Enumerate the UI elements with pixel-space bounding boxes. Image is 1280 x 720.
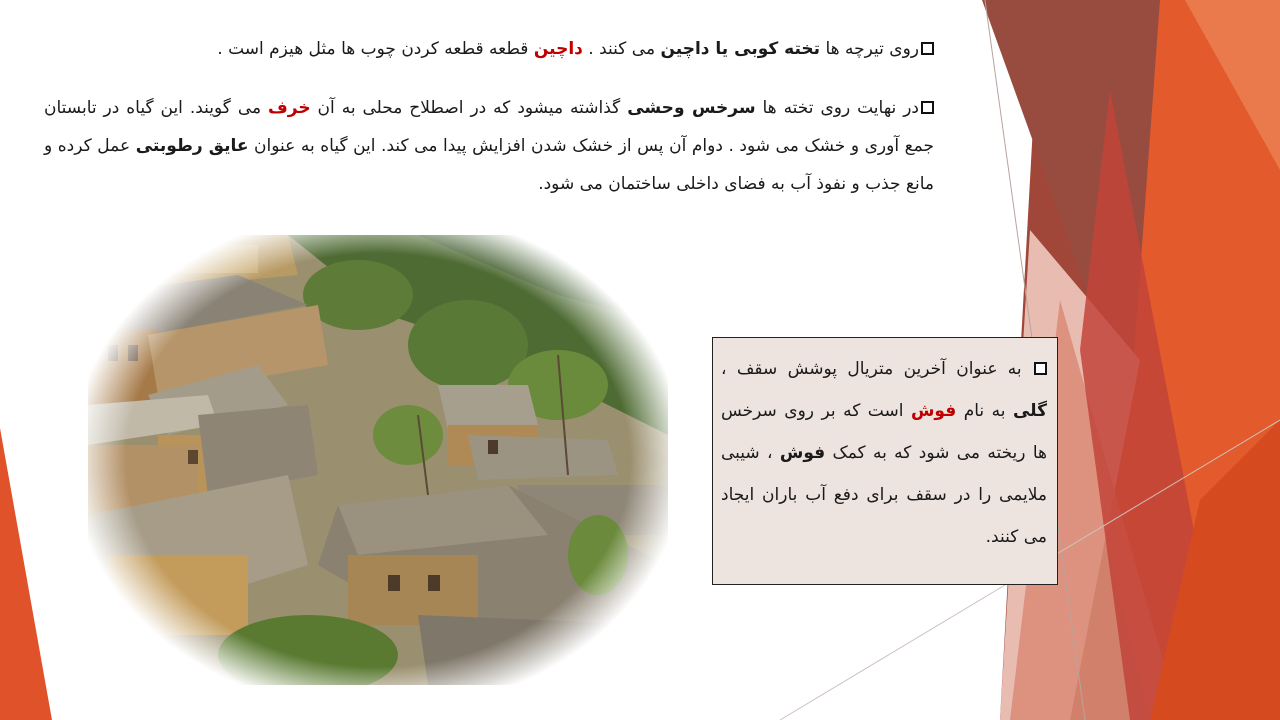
para2-bold: سرخس وحشی bbox=[627, 98, 756, 118]
box-highlight: فوش bbox=[910, 401, 957, 421]
village-rooftops-photo bbox=[88, 235, 668, 685]
paragraph-1 bbox=[96, 30, 934, 68]
para2-highlight: خرف bbox=[268, 98, 311, 118]
para1-highlight: داچین bbox=[533, 39, 583, 59]
para2-bold: عایق رطوبتی bbox=[135, 136, 249, 156]
square-bullet-icon bbox=[1034, 362, 1047, 375]
para1-text: روی تیرچه ها bbox=[820, 39, 919, 59]
para2-text: در نهایت روی تخته ها bbox=[755, 98, 919, 118]
box-bold: گلی bbox=[1012, 401, 1048, 421]
roof-material-textbox bbox=[712, 337, 1058, 585]
para1-bold: تخته کوبی یا داچین bbox=[660, 39, 821, 59]
square-bullet-icon bbox=[921, 101, 934, 114]
paragraph-2 bbox=[44, 89, 934, 203]
box-text: ، شیبی ملایمی را در سقف برای دفع آب باران ایجاد می کنند. bbox=[721, 443, 1047, 547]
box-text: است که بر روی سرخس ها ریخته می شود که به کمک bbox=[721, 401, 1047, 463]
left-accent-shape bbox=[0, 428, 52, 720]
box-text: به عنوان آخرین متریال پوشش سقف ، bbox=[721, 359, 1032, 379]
para2-text: گذاشته میشود که در اصطلاح محلی به آن bbox=[310, 98, 628, 118]
para1-text: قطعه قطعه کردن چوب ها مثل هیزم است . bbox=[217, 39, 534, 59]
para1-text: می کنند . bbox=[582, 39, 661, 59]
square-bullet-icon bbox=[921, 42, 934, 55]
para2-text: عمل کرده و مانع جذب و نفوذ آب به فضای داخلی ساختمان می شود. bbox=[44, 136, 934, 194]
box-text: به نام bbox=[956, 401, 1013, 421]
box-bold: فوش bbox=[779, 443, 826, 463]
para2-text: می گویند. این گیاه در تابستان جمع آوری و خشک می شود . دوام آن پس از خشک شدن افزایش پیدا می کند. این گیاه به عنوان bbox=[44, 98, 935, 156]
